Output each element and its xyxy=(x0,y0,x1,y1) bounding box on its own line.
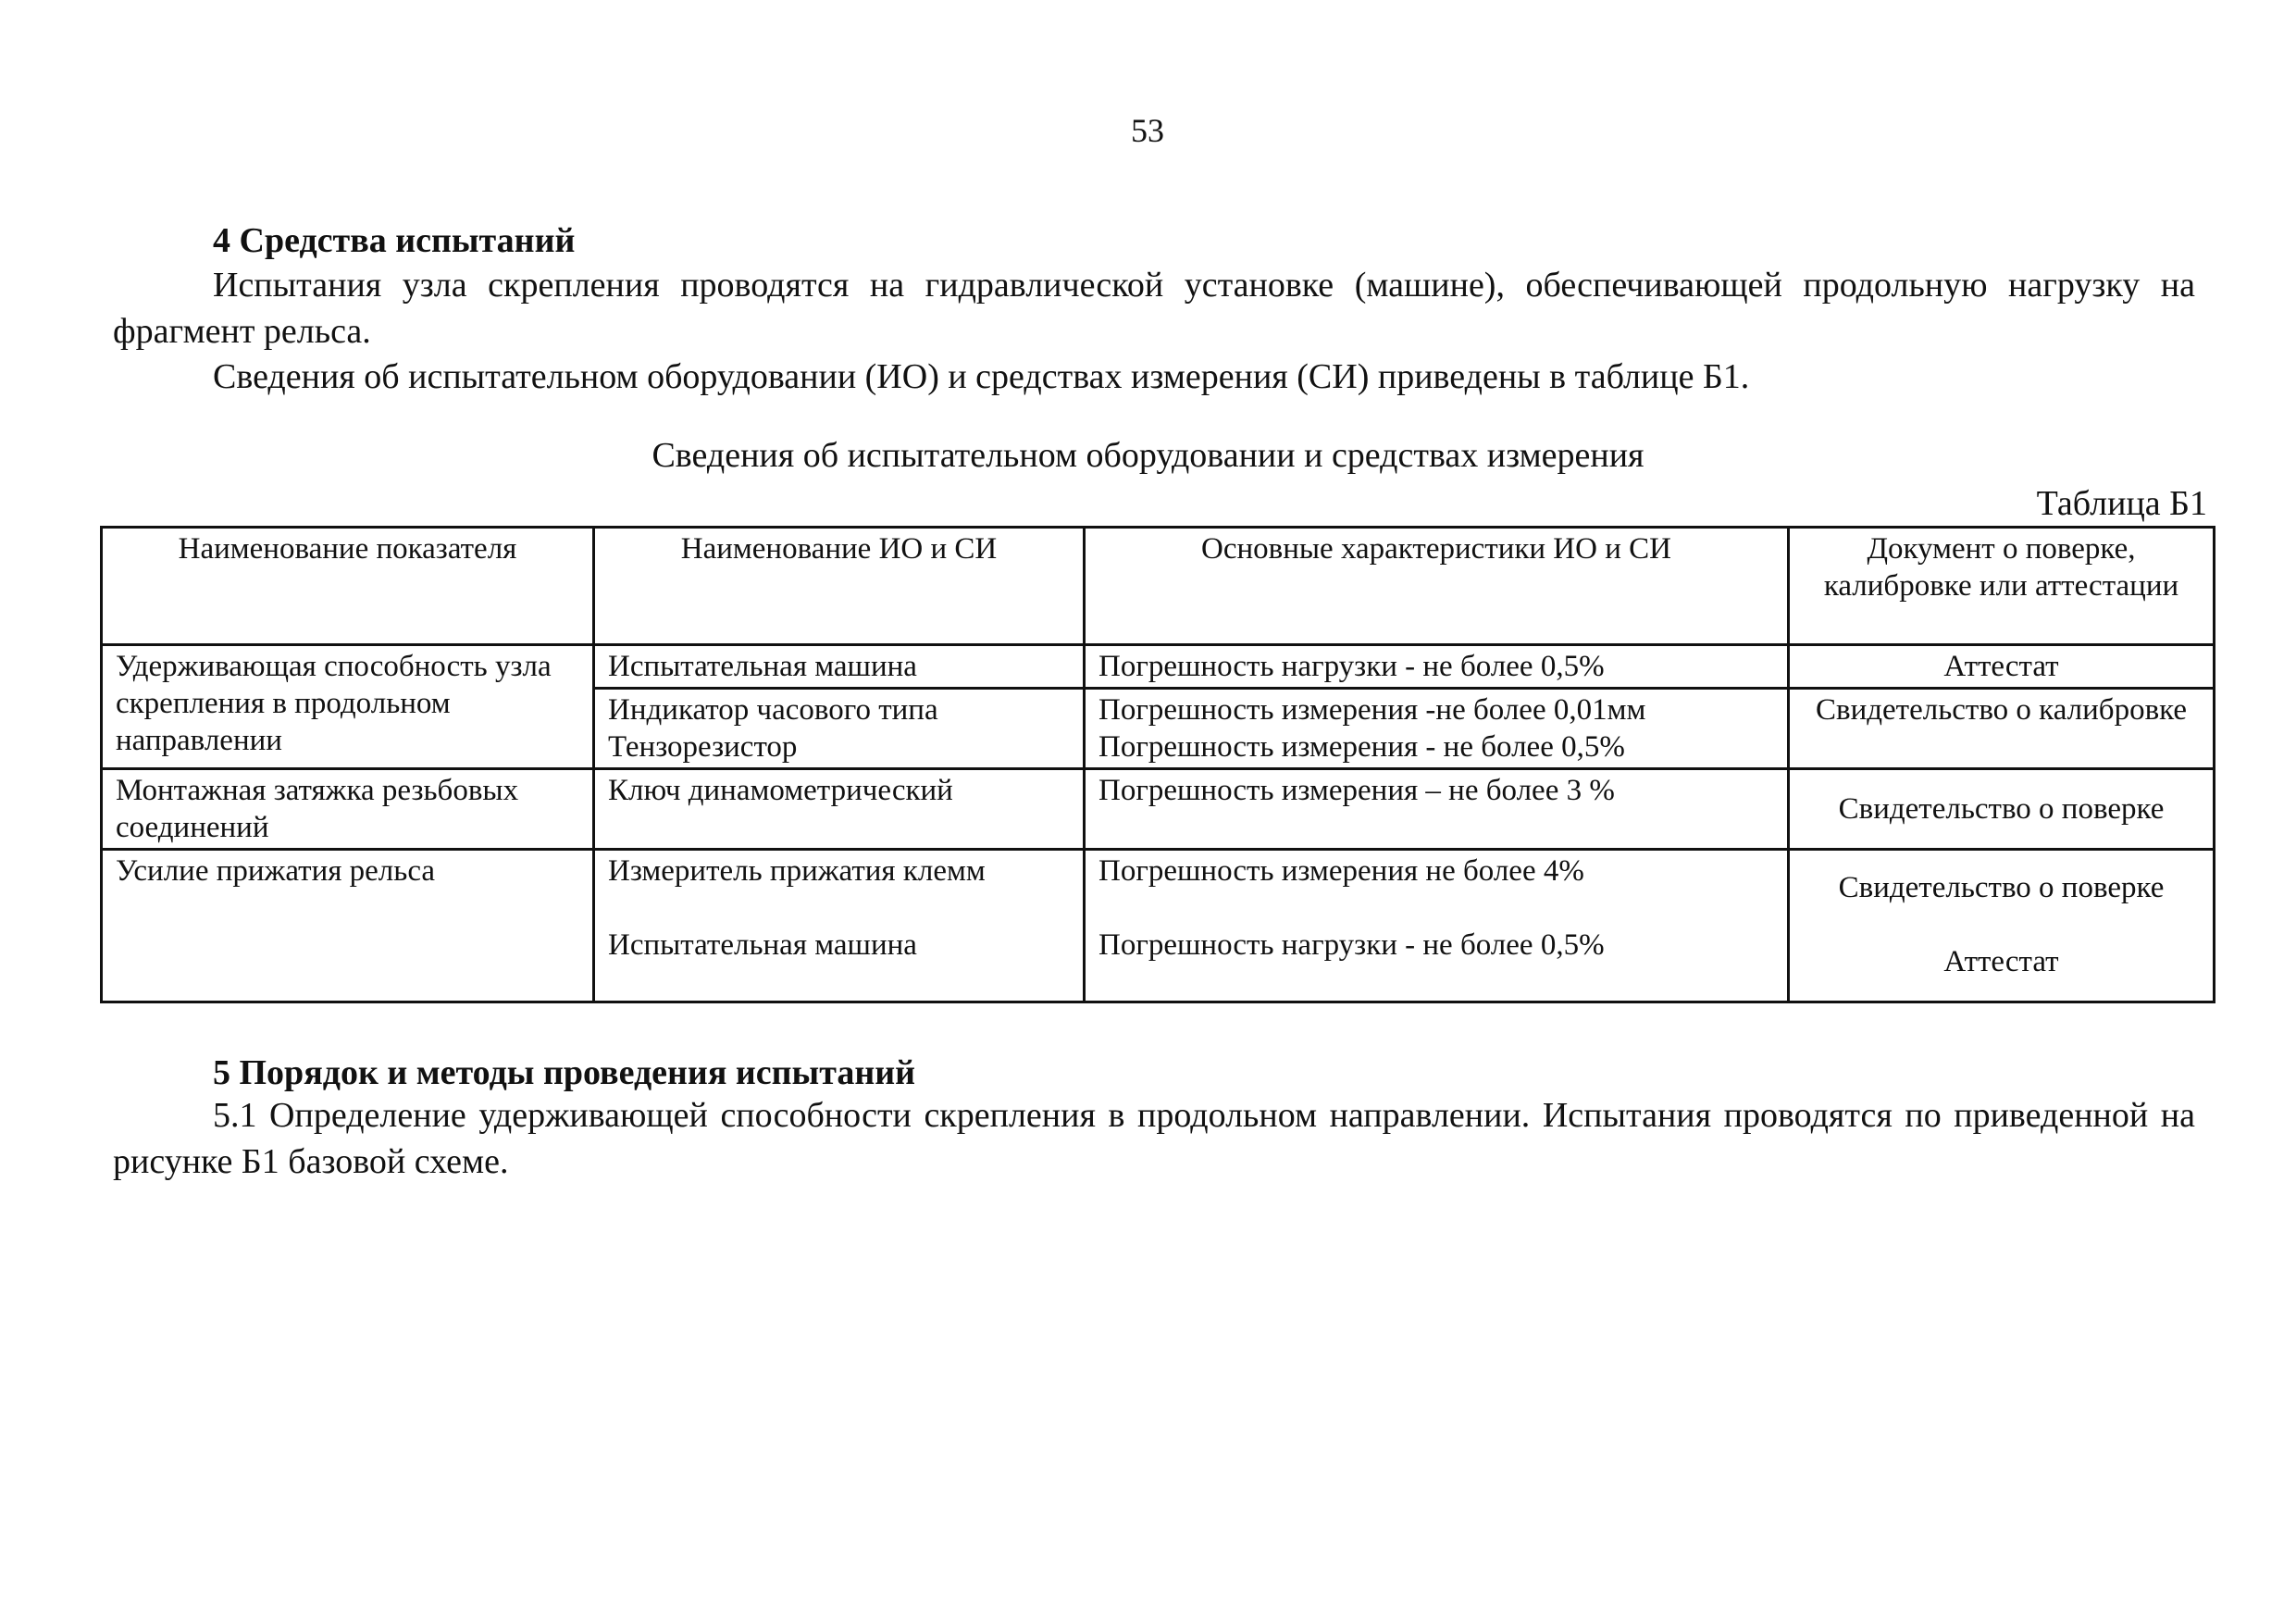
header-characteristics: Основные характеристики ИО и СИ xyxy=(1085,528,1789,645)
section-4-paragraph-1: Испытания узла скрепления проводятся на гидравлической установке (машине), обеспечивающей продольную нагрузку на фрагмент рельса. xyxy=(113,266,2195,351)
equipment-name-cell: Ключ динамометрический xyxy=(594,769,1085,850)
document-cell: Свидетельство о калибровке xyxy=(1789,689,2215,769)
table-label: Таблица Б1 xyxy=(2036,484,2207,523)
characteristic-cell: Погрешность нагрузки - не более 0,5% xyxy=(1085,645,1789,689)
indicator-cell: Усилие прижатия рельса xyxy=(102,850,594,1002)
characteristic-line: Погрешность измерения не более 4% xyxy=(1098,854,1584,888)
table-row xyxy=(102,645,2215,689)
page-number: 53 xyxy=(1131,112,1164,149)
section-4-heading: 4 Средства испытаний xyxy=(213,221,576,260)
indicator-cell: Монтажная затяжка резьбовых соединений xyxy=(102,769,594,850)
section-4-paragraph-2: Сведения об испытательном оборудовании (ИО) и средствах измерения (СИ) приведены в таблице Б1. xyxy=(213,357,1750,396)
document-line: Аттестат xyxy=(1943,945,2059,978)
document-cell: Свидетельство о поверке xyxy=(1789,769,2215,850)
equipment-table xyxy=(100,526,2215,1003)
header-document: Документ о поверке, калибровке или аттестации xyxy=(1789,528,2215,645)
equipment-name-cell: Испытательная машина xyxy=(594,645,1085,689)
document-cell: Аттестат xyxy=(1789,645,2215,689)
indicator-cell: Удерживающая способность узла скрепления в продольном направлении xyxy=(102,645,594,769)
characteristic-cell xyxy=(1085,689,1789,769)
characteristic-line: Погрешность нагрузки - не более 0,5% xyxy=(1098,928,1605,962)
characteristic-cell: Погрешность измерения – не более 3 % xyxy=(1085,769,1789,850)
equipment-name-line: Измеритель прижатия клемм xyxy=(608,854,986,888)
header-indicator: Наименование показателя xyxy=(102,528,594,645)
header-equipment-name: Наименование ИО и СИ xyxy=(594,528,1085,645)
table-caption: Сведения об испытательном оборудовании и средствах измерения xyxy=(652,436,1644,475)
document-line: Свидетельство о поверке xyxy=(1838,871,2165,904)
equipment-name-cell xyxy=(594,850,1085,1002)
section-5-paragraph-1: 5.1 Определение удерживающей способности скрепления в продольном направлении. Испытания проводятся по приведенной на рисунке Б1 базовой схеме. xyxy=(113,1096,2195,1181)
equipment-name-line: Индикатор часового типа xyxy=(608,693,938,727)
table-header-row xyxy=(102,528,2215,645)
table-row xyxy=(102,850,2215,1002)
equipment-name-cell xyxy=(594,689,1085,769)
characteristic-line: Погрешность измерения - не более 0,5% xyxy=(1098,730,1625,764)
characteristic-cell xyxy=(1085,850,1789,1002)
equipment-name-line: Испытательная машина xyxy=(608,928,917,962)
equipment-name-line: Тензорезистор xyxy=(608,730,798,764)
document-cell xyxy=(1789,850,2215,1002)
section-5-heading: 5 Порядок и методы проведения испытаний xyxy=(213,1053,916,1092)
table-row xyxy=(102,769,2215,850)
characteristic-line: Погрешность измерения -не более 0,01мм xyxy=(1098,693,1646,727)
